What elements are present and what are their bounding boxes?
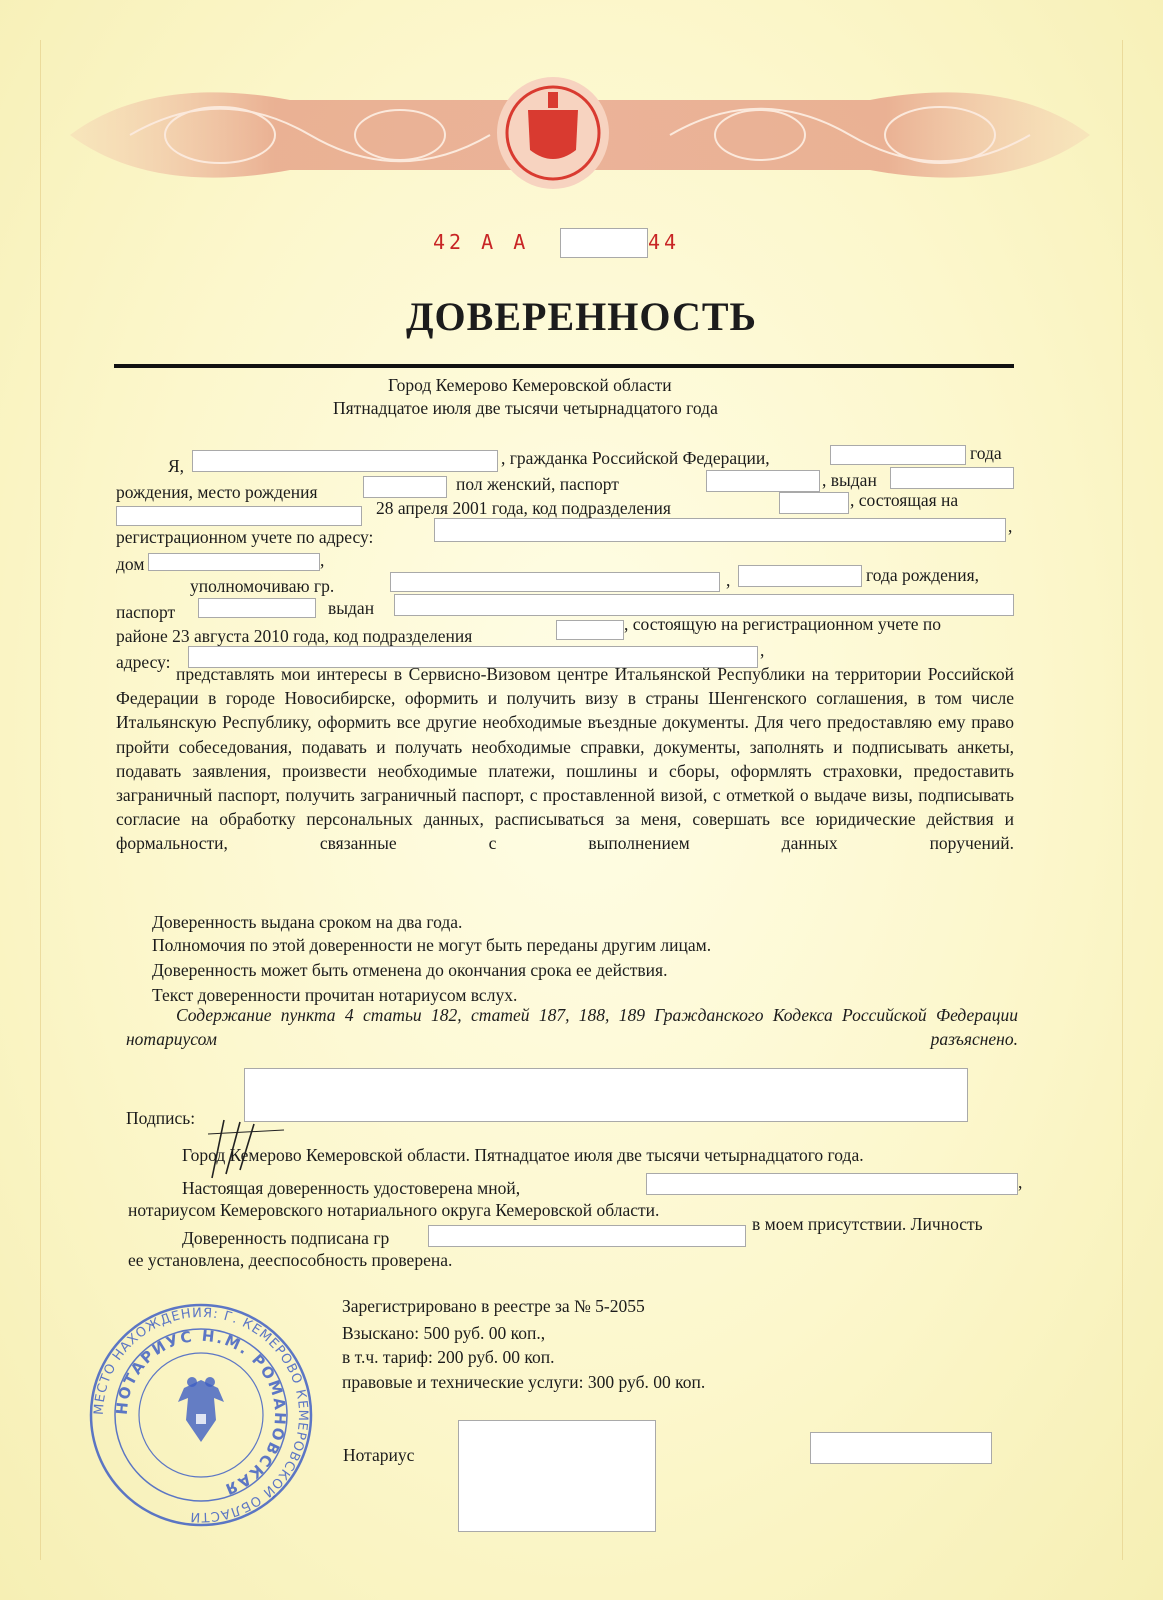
issuer-cont-redacted	[116, 506, 362, 526]
fee-collected: Взыскано: 500 руб. 00 коп.,	[342, 1323, 546, 1343]
cert-notary-district: нотариусом Кемеровского нотариального округа Кемеровской области.	[128, 1200, 660, 1220]
notary-name-print-redacted	[810, 1432, 992, 1464]
agent-issued-label: выдан	[328, 598, 375, 618]
citizenship-text: , гражданка Российской Федерации,	[501, 448, 770, 468]
passport-label: пол женский, паспорт	[456, 474, 619, 494]
birth-year-label: года	[970, 443, 1002, 463]
term-duration: Доверенность выдана сроком на два года.	[152, 912, 463, 932]
serial-suffix: 44	[648, 230, 681, 254]
signer-name-redacted	[428, 1225, 746, 1247]
page-title: ДОВЕРЕННОСТЬ	[406, 294, 757, 339]
cert-signed-by: Доверенность подписана гр	[182, 1228, 390, 1248]
coat-of-arms-icon	[178, 1377, 224, 1442]
agent-birth-label: года рождения,	[866, 565, 980, 585]
division-code-redacted	[779, 492, 849, 514]
agent-registered-text: , состоящую на регистрационном учете по	[624, 614, 942, 634]
stamp-outer-text: МЕСТО НАХОЖДЕНИЯ: Г. КЕМЕРОВО КЕМЕРОВСКОЙ ОБЛАСТИ	[91, 1305, 311, 1525]
notary-label: Нотариус	[343, 1445, 415, 1465]
passport-number-redacted	[706, 470, 820, 492]
authorize-text: уполномочиваю гр.	[190, 576, 335, 596]
principal-intro: Я,	[168, 456, 185, 476]
house-comma: ,	[320, 550, 325, 570]
birthplace-redacted	[363, 476, 447, 498]
notary-name-redacted	[646, 1173, 1018, 1195]
signature-label: Подпись:	[126, 1108, 196, 1128]
registry-number: Зарегистрировано в реестре за № 5-2055	[342, 1296, 645, 1316]
registered-text: , состоящая на	[850, 490, 959, 510]
place-line: Город Кемерово Кемеровской области	[388, 375, 672, 395]
ornament-band	[70, 70, 1090, 200]
agent-address-label: адресу:	[116, 652, 171, 672]
serial-number-redacted	[560, 228, 648, 258]
agent-comma: ,	[726, 570, 731, 590]
notary-signature-redacted	[458, 1420, 656, 1532]
agent-birthdate-redacted	[738, 565, 862, 587]
term-read-aloud: Текст доверенности прочитан нотариусом вслух.	[152, 985, 518, 1005]
agent-division-redacted	[556, 620, 624, 640]
address-label: регистрационном учете по адресу:	[116, 527, 374, 547]
agent-issuer-redacted	[394, 594, 1014, 616]
powers-paragraph: представлять мои интересы в Сервисно-Визовом центре Итальянской Республики на территории Российской Федерации в городе Новосибирске, оформить и получить визу в страны Шенгенского соглашения, в том числе Итальянскую Республику, оформить все другие необходимые въездные документы. Для чего предоставляю ему право пройти собеседования, подавать и получать необходимые справки, документы, заполнять и подписывать анкеты, подавать заявления, произвести необходимые платежи, пошлины и сборы, оформлять страховки, предоставить заграничный паспорт, получить заграничный паспорт, с проставленной визой, с отметкой о выдаче визы, подписывать согласие на обработку персональных данных, расписываться за меня, совершать все юридические действия и формальности, связанные с выполнением данных поручений.	[116, 664, 1014, 854]
term-no-transfer: Полномочия по этой доверенности не могут быть переданы другим лицам.	[152, 935, 712, 955]
address-redacted	[434, 518, 1006, 542]
serial-prefix: 42 А А	[433, 230, 530, 254]
address-comma: ,	[1008, 516, 1013, 536]
issue-date-text: 28 апреля 2001 года, код подразделения	[376, 498, 671, 518]
agent-issue-text: районе 23 августа 2010 года, код подразделения	[116, 626, 473, 646]
issued-label: , выдан	[822, 470, 877, 490]
cert-certified-by: Настоящая доверенность удостоверена мной,	[182, 1178, 521, 1198]
agent-passport-label: паспорт	[116, 602, 176, 622]
house-redacted	[148, 553, 320, 571]
cert-presence: в моем присутствии. Личность	[752, 1214, 983, 1234]
services-amount: правовые и технические услуги: 300 руб. 00 коп.	[342, 1372, 706, 1392]
signature-redacted	[244, 1068, 968, 1122]
issuer-redacted	[890, 467, 1014, 489]
stamp-inner-text: НОТАРИУС Н.М. РОМАНОВСКАЯ	[112, 1326, 290, 1500]
cert-comma: ,	[1018, 1172, 1023, 1192]
legal-note: Содержание пункта 4 статьи 182, статей 187, 188, 189 Гражданского Кодекса Российской Федерации нотариусом разъяснено.	[126, 1005, 1018, 1050]
date-line: Пятнадцатое июля две тысячи четырнадцатого года	[333, 398, 718, 418]
term-revocable: Доверенность может быть отменена до окончания срока ее действия.	[152, 960, 668, 980]
house-label: дом	[116, 554, 145, 574]
tariff-amount: в т.ч. тариф: 200 руб. 00 коп.	[342, 1347, 555, 1367]
title-underline	[114, 364, 1014, 368]
cert-identity-verified: ее установлена, дееспособность проверена.	[128, 1250, 453, 1270]
notary-stamp	[88, 1302, 314, 1528]
agent-address-comma: ,	[760, 640, 765, 660]
birthplace-label: рождения, место рождения	[116, 482, 318, 502]
birthdate-redacted	[830, 445, 966, 465]
agent-name-redacted	[390, 572, 720, 592]
notary-emblem	[497, 77, 609, 189]
principal-name-redacted	[192, 450, 498, 472]
cert-place-date: Город Кемерово Кемеровской области. Пятнадцатое июля две тысячи четырнадцатого года.	[182, 1145, 864, 1165]
agent-passport-redacted	[198, 598, 316, 618]
